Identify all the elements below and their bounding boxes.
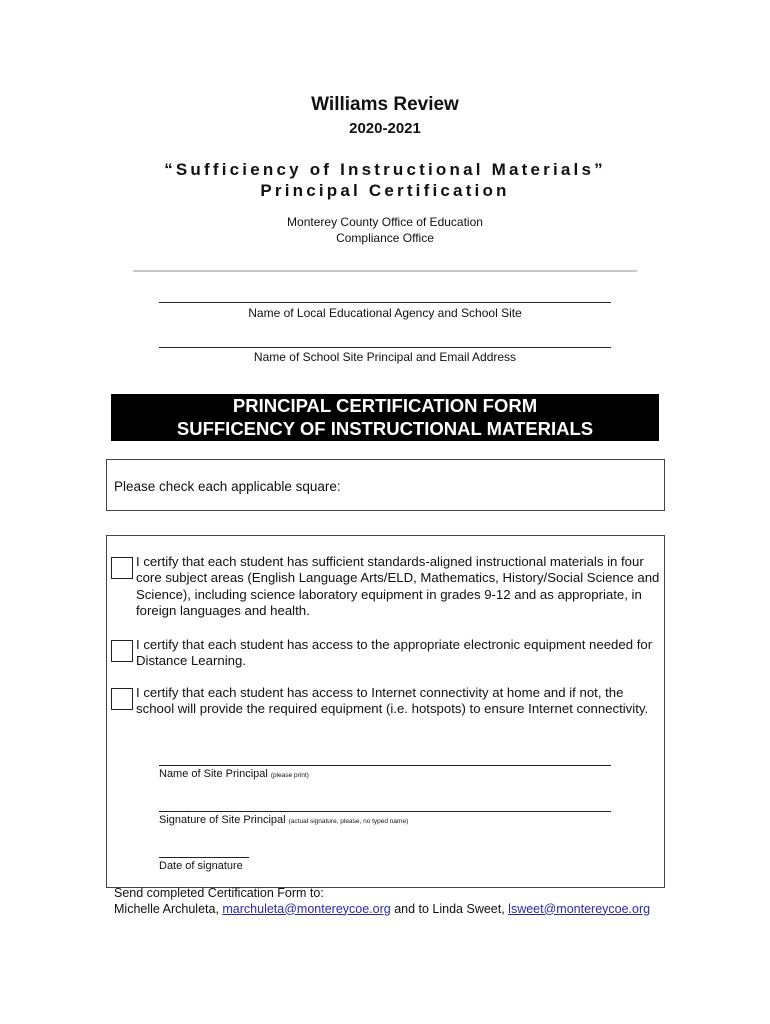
header-divider [133, 270, 637, 272]
principal-name-line[interactable] [159, 765, 611, 766]
date-label: Date of signature [159, 860, 243, 872]
school-year: 2020-2021 [349, 120, 421, 137]
document-title: Williams Review [311, 94, 459, 115]
contact1-email-link[interactable]: marchuleta@montereycoe.org [222, 901, 391, 916]
form-banner [111, 394, 659, 441]
footer-intro: Send completed Certification Form to: [114, 886, 324, 900]
certify-equipment-text: I certify that each student has access to the appropriate electronic equipment needed for Distance Learning. [136, 637, 653, 669]
banner-line-1: PRINCIPAL CERTIFICATION FORM [232, 395, 538, 416]
signature-label [159, 814, 408, 826]
submission-instructions [114, 886, 650, 917]
banner-line-2: SUFFICENCY OF INSTRUCTIONAL MATERIALS [176, 418, 594, 439]
signature-note: (actual signature, please, no typed name) [288, 818, 409, 825]
principal-field-caption: Name of School Site Principal and Email Address [253, 350, 517, 364]
subtitle-line-2: Principal Certification [260, 181, 510, 200]
certify-internet-text: I certify that each student has access to Internet connectivity at home and if not, the school will provide the required equipment (i.e. hotspots) to ensure Internet connectivity. [136, 685, 649, 717]
certify-equipment-checkbox[interactable] [111, 640, 133, 662]
subtitle-line-1: “Sufficiency of Instructional Materials” [164, 160, 606, 179]
office-name: Monterey County Office of Education [287, 215, 483, 229]
contact1-prefix: Michelle Archuleta, [114, 901, 223, 916]
signature-label-text: Signature of Site Principal [159, 814, 286, 826]
principal-name-label [159, 768, 309, 780]
signature-line[interactable] [159, 811, 611, 812]
certify-materials-text: I certify that each student has sufficient standards-aligned instructional materials in four core subject areas (English Language Arts/ELD, Mathematics, History/Social Science and Science), including science laboratory equipment in grades 9-12 and as appropriate, in foreign languages and health. [136, 554, 660, 619]
principal-name-label-text: Name of Site Principal [159, 768, 268, 780]
lea-field-caption: Name of Local Educational Agency and School Site [248, 306, 522, 320]
instruction-text: Please check each applicable square: [114, 479, 341, 494]
principal-name-note: (please print) [270, 772, 309, 779]
certify-internet-checkbox[interactable] [111, 688, 133, 710]
certification-box [106, 535, 665, 888]
principal-field-line[interactable] [159, 347, 611, 348]
lea-field-line[interactable] [159, 302, 611, 303]
certify-materials-checkbox[interactable] [111, 557, 133, 579]
date-line[interactable] [159, 857, 249, 858]
office-department: Compliance Office [336, 231, 434, 245]
contact2-email-link[interactable]: lsweet@montereycoe.org [508, 901, 651, 916]
instruction-box [106, 459, 665, 511]
footer-contacts [114, 902, 650, 918]
contact-connector: and to Linda Sweet, [390, 901, 509, 916]
